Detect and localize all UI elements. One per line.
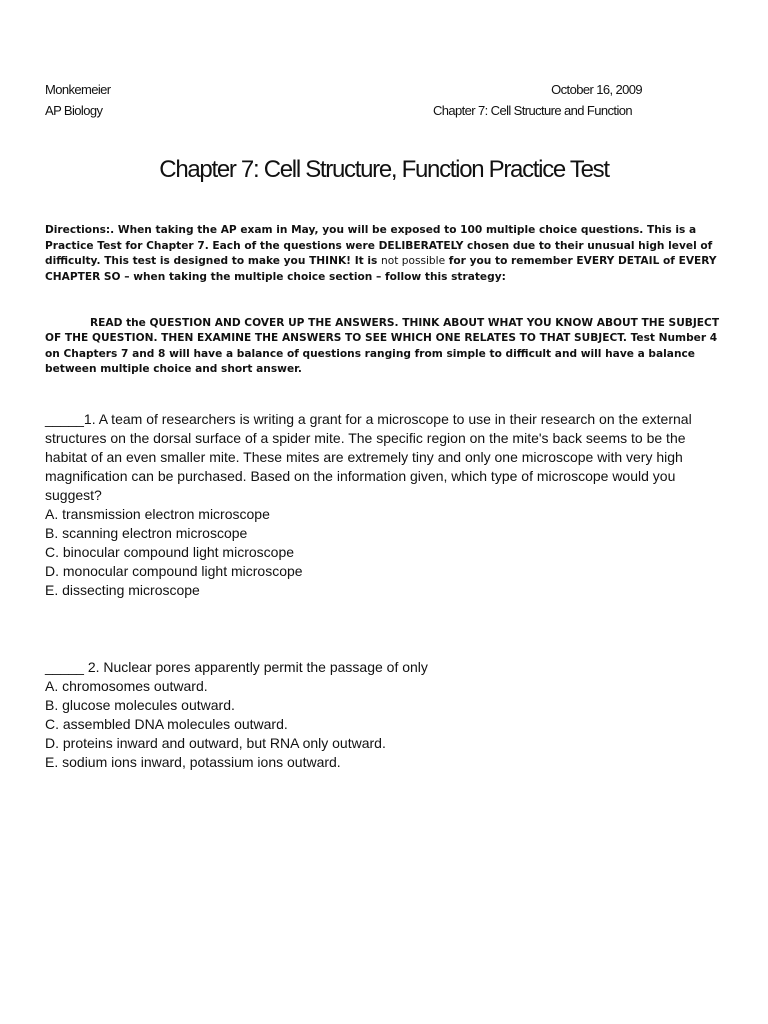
directions-emphasis: not possible bbox=[381, 255, 446, 268]
question-2-option-d: D. proteins inward and outward, but RNA only outward. bbox=[45, 735, 386, 751]
question-1-option-b: B. scanning electron microscope bbox=[45, 525, 248, 541]
page-title: Chapter 7: Cell Structure, Function Practice Test bbox=[159, 156, 609, 183]
question-1-option-c: C. binocular compound light microscope bbox=[45, 544, 295, 560]
document-date: October 16, 2009 bbox=[551, 82, 642, 97]
question-2-option-a: A. chromosomes outward. bbox=[45, 678, 208, 694]
question-2-option-e: E. sodium ions inward, potassium ions outward. bbox=[45, 754, 341, 770]
directions-text-start: Directions:. When taking the AP exam in May, you will be exposed to 100 multiple choice questions. This is a Practice Test for Chapter 7. Each of the questions were DELIBERATELY chosen due to their unusual high level of difficulty. This test is designed to make you THINK! It is bbox=[45, 224, 713, 268]
course-name: AP Biology bbox=[45, 103, 103, 118]
question-1 bbox=[45, 410, 720, 600]
question-2 bbox=[45, 658, 720, 772]
question-1-option-a: A. transmission electron microscope bbox=[45, 506, 270, 522]
directions-paragraph bbox=[45, 223, 725, 285]
author-name: Monkemeier bbox=[45, 82, 111, 97]
question-2-option-b: B. glucose molecules outward. bbox=[45, 697, 235, 713]
question-1-stem: _____1. A team of researchers is writing a grant for a microscope to use in their research on the external structures on the dorsal surface of a spider mite. The specific region on the mite's back seems to be the habitat of an even smaller mite. These mites are extremely tiny and only one microscope with very high magnification can be purchased. Based on the information given, which type of microscope would you suggest? bbox=[45, 411, 692, 503]
chapter-heading: Chapter 7: Cell Structure and Function bbox=[432, 103, 632, 118]
question-2-option-c: C. assembled DNA molecules outward. bbox=[45, 716, 288, 732]
directions-text-end: for you to remember EVERY DETAIL of EVERY CHAPTER SO – when taking the multiple choice section – follow this strategy: bbox=[45, 255, 717, 283]
question-1-option-e: E. dissecting microscope bbox=[45, 582, 200, 598]
strategy-text: READ the QUESTION AND COVER UP THE ANSWERS. THINK ABOUT WHAT YOU KNOW ABOUT THE SUBJECT OF THE QUESTION. THEN EXAMINE THE ANSWERS TO SEE WHICH ONE RELATES TO THAT SUBJECT. Test Number 4 on Chapters 7 and 8 will have a balance of questions ranging from simple to difficult and will have a balance between multiple choice and short answer. bbox=[45, 317, 720, 376]
question-1-option-d: D. monocular compound light microscope bbox=[45, 563, 303, 579]
question-2-stem: _____ 2. Nuclear pores apparently permit the passage of only bbox=[45, 659, 428, 675]
strategy-paragraph bbox=[45, 316, 725, 378]
